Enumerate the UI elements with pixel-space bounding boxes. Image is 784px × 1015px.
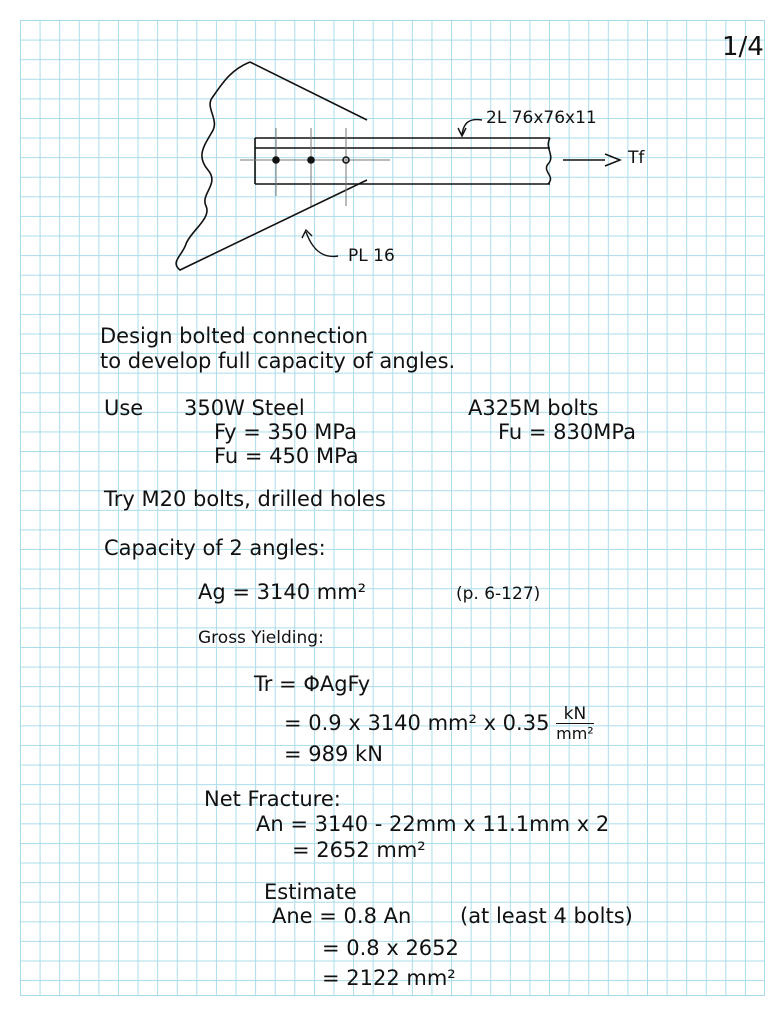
steel-fu: Fu = 450 MPa — [214, 444, 359, 468]
gross-area-reference: (p. 6-127) — [456, 584, 541, 604]
effective-net-area-result: = 2122 mm² — [322, 966, 456, 990]
net-area-result: = 2652 mm² — [292, 838, 426, 862]
effective-net-area-calc: = 0.8 x 2652 — [322, 936, 459, 960]
statement-line-2: to develop full capacity of angles. — [100, 349, 456, 373]
tr-calculation-row — [284, 706, 594, 742]
use-label: Use — [104, 396, 144, 420]
tr-formula: Tr = ΦAgFy — [254, 672, 371, 696]
capacity-heading: Capacity of 2 angles: — [104, 536, 326, 560]
bolt-2 — [307, 156, 315, 164]
statement-line-1: Design bolted connection — [100, 324, 369, 348]
tr-result: = 989 kN — [284, 742, 383, 766]
plate-label: PL 16 — [348, 246, 395, 266]
tr-unit-denominator: mm² — [556, 724, 594, 743]
tr-calculation: = 0.9 x 3140 mm² x 0.35 — [284, 711, 550, 735]
bolt-grade: A325M bolts — [468, 396, 599, 420]
steel-fy: Fy = 350 MPa — [214, 420, 357, 444]
bolt-1 — [272, 156, 280, 164]
tr-unit-numerator: kN — [556, 706, 594, 724]
force-arrow-head — [605, 154, 620, 166]
estimate-heading: Estimate — [264, 880, 357, 904]
gusset-plate-outline — [176, 62, 367, 270]
gross-yielding-heading: Gross Yielding: — [198, 628, 324, 648]
angle-label: 2L 76x76x11 — [486, 108, 597, 128]
effective-net-area-note: (at least 4 bolts) — [460, 904, 633, 928]
angle-label-leader — [462, 120, 482, 134]
bolt-fu: Fu = 830MPa — [498, 420, 636, 444]
net-fracture-heading: Net Fracture: — [204, 787, 341, 811]
force-label: Tf — [628, 148, 645, 168]
page-number: 1/4 — [722, 32, 764, 62]
steel-grade: 350W Steel — [184, 396, 305, 420]
tr-unit-fraction — [556, 706, 594, 742]
angle-break-line — [546, 138, 550, 184]
effective-net-area: Ane = 0.8 An — [272, 904, 412, 928]
gross-area: Ag = 3140 mm² — [198, 580, 367, 604]
net-area: An = 3140 - 22mm x 11.1mm x 2 — [256, 812, 610, 836]
trial-bolts: Try M20 bolts, drilled holes — [104, 487, 386, 511]
